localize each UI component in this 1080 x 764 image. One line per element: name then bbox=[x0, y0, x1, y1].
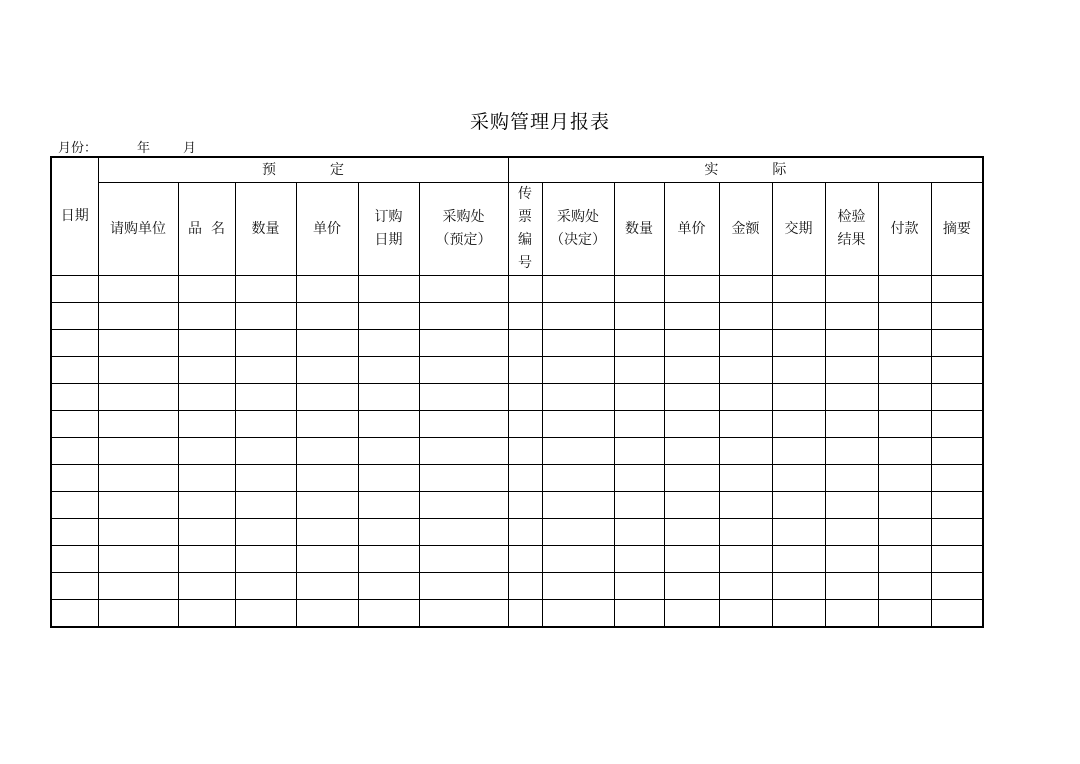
table-cell[interactable] bbox=[931, 600, 983, 628]
header-actual: 实 际 bbox=[508, 157, 983, 183]
table-cell[interactable] bbox=[664, 546, 719, 573]
table-cell[interactable] bbox=[178, 546, 235, 573]
table-cell[interactable] bbox=[296, 330, 358, 357]
table-cell[interactable] bbox=[235, 276, 296, 303]
table-cell[interactable] bbox=[51, 546, 98, 573]
table-cell[interactable] bbox=[878, 600, 931, 628]
table-cell[interactable] bbox=[542, 411, 614, 438]
table-cell[interactable] bbox=[719, 573, 772, 600]
table-cell[interactable] bbox=[719, 411, 772, 438]
table-cell[interactable] bbox=[235, 330, 296, 357]
table-row bbox=[51, 276, 983, 303]
table-cell[interactable] bbox=[878, 573, 931, 600]
table-cell[interactable] bbox=[614, 276, 664, 303]
table-cell[interactable] bbox=[719, 384, 772, 411]
month-unit-label: 月 bbox=[183, 141, 197, 156]
table-cell[interactable] bbox=[419, 519, 508, 546]
table-cell[interactable] bbox=[614, 330, 664, 357]
table-cell[interactable] bbox=[878, 465, 931, 492]
table-cell[interactable] bbox=[98, 303, 178, 330]
table-row bbox=[51, 600, 983, 628]
table-cell[interactable] bbox=[825, 330, 878, 357]
table-cell[interactable] bbox=[51, 303, 98, 330]
header-order-date: 订购 日期 bbox=[358, 183, 419, 276]
table-cell[interactable] bbox=[772, 546, 825, 573]
table-cell[interactable] bbox=[296, 303, 358, 330]
table-cell[interactable] bbox=[98, 519, 178, 546]
table-cell[interactable] bbox=[358, 492, 419, 519]
table-cell[interactable] bbox=[719, 492, 772, 519]
table-cell[interactable] bbox=[542, 573, 614, 600]
month-label: 月份： bbox=[58, 141, 98, 156]
table-cell[interactable] bbox=[878, 276, 931, 303]
table-cell[interactable] bbox=[296, 357, 358, 384]
table-cell[interactable] bbox=[772, 492, 825, 519]
table-cell[interactable] bbox=[825, 519, 878, 546]
table-cell[interactable] bbox=[825, 303, 878, 330]
table-cell[interactable] bbox=[542, 330, 614, 357]
table-cell[interactable] bbox=[419, 411, 508, 438]
table-cell[interactable] bbox=[664, 330, 719, 357]
table-row bbox=[51, 411, 983, 438]
table-cell[interactable] bbox=[419, 546, 508, 573]
table-cell[interactable] bbox=[358, 465, 419, 492]
header-actual-quantity: 数量 bbox=[614, 183, 664, 276]
table-cell[interactable] bbox=[542, 357, 614, 384]
table-cell[interactable] bbox=[51, 438, 98, 465]
report-table bbox=[50, 156, 984, 628]
table-cell[interactable] bbox=[178, 492, 235, 519]
table-cell[interactable] bbox=[296, 519, 358, 546]
table-cell[interactable] bbox=[719, 600, 772, 628]
table-cell[interactable] bbox=[664, 357, 719, 384]
table-cell[interactable] bbox=[419, 276, 508, 303]
table-cell[interactable] bbox=[508, 465, 542, 492]
table-row bbox=[51, 465, 983, 492]
table-cell[interactable] bbox=[614, 465, 664, 492]
table-cell[interactable] bbox=[772, 573, 825, 600]
table-cell[interactable] bbox=[178, 276, 235, 303]
table-cell[interactable] bbox=[719, 465, 772, 492]
table-cell[interactable] bbox=[614, 438, 664, 465]
table-cell[interactable] bbox=[235, 600, 296, 628]
table-cell[interactable] bbox=[51, 573, 98, 600]
table-cell[interactable] bbox=[508, 357, 542, 384]
table-cell[interactable] bbox=[614, 303, 664, 330]
table-cell[interactable] bbox=[772, 357, 825, 384]
table-cell[interactable] bbox=[931, 465, 983, 492]
header-payment: 付款 bbox=[878, 183, 931, 276]
table-cell[interactable] bbox=[178, 573, 235, 600]
table-cell[interactable] bbox=[931, 330, 983, 357]
table-cell[interactable] bbox=[825, 411, 878, 438]
table-cell[interactable] bbox=[508, 600, 542, 628]
table-cell[interactable] bbox=[772, 384, 825, 411]
table-cell[interactable] bbox=[178, 384, 235, 411]
table-cell[interactable] bbox=[825, 546, 878, 573]
table-cell[interactable] bbox=[419, 303, 508, 330]
header-actual-unit-price: 单价 bbox=[664, 183, 719, 276]
table-cell[interactable] bbox=[358, 330, 419, 357]
table-cell[interactable] bbox=[664, 573, 719, 600]
table-cell[interactable] bbox=[719, 330, 772, 357]
table-row bbox=[51, 384, 983, 411]
table-cell[interactable] bbox=[614, 600, 664, 628]
header-voucher-number: 传 票 编 号 bbox=[508, 183, 542, 276]
table-cell[interactable] bbox=[235, 411, 296, 438]
table-row bbox=[51, 330, 983, 357]
table-cell[interactable] bbox=[235, 303, 296, 330]
table-cell[interactable] bbox=[664, 411, 719, 438]
table-cell[interactable] bbox=[614, 573, 664, 600]
header-amount: 金额 bbox=[719, 183, 772, 276]
table-cell[interactable] bbox=[542, 465, 614, 492]
table-cell[interactable] bbox=[931, 438, 983, 465]
table-cell[interactable] bbox=[878, 303, 931, 330]
table-cell[interactable] bbox=[719, 519, 772, 546]
table-cell[interactable] bbox=[508, 330, 542, 357]
table-cell[interactable] bbox=[235, 384, 296, 411]
table-cell[interactable] bbox=[614, 357, 664, 384]
table-cell[interactable] bbox=[664, 438, 719, 465]
table-cell[interactable] bbox=[878, 492, 931, 519]
header-planned: 预 定 bbox=[98, 157, 508, 183]
table-cell[interactable] bbox=[508, 303, 542, 330]
table-cell[interactable] bbox=[931, 303, 983, 330]
table-cell[interactable] bbox=[542, 276, 614, 303]
header-summary: 摘要 bbox=[931, 183, 983, 276]
table-row bbox=[51, 303, 983, 330]
table-cell[interactable] bbox=[296, 384, 358, 411]
table-cell[interactable] bbox=[51, 357, 98, 384]
table-cell[interactable] bbox=[178, 411, 235, 438]
table-cell[interactable] bbox=[296, 546, 358, 573]
table-cell[interactable] bbox=[825, 438, 878, 465]
table-body bbox=[51, 276, 983, 628]
table-cell[interactable] bbox=[542, 438, 614, 465]
table-cell[interactable] bbox=[664, 384, 719, 411]
table-cell[interactable] bbox=[878, 384, 931, 411]
table-cell[interactable] bbox=[178, 330, 235, 357]
table-cell[interactable] bbox=[508, 276, 542, 303]
table-cell[interactable] bbox=[508, 411, 542, 438]
table-cell[interactable] bbox=[719, 438, 772, 465]
table-cell[interactable] bbox=[51, 465, 98, 492]
table-cell[interactable] bbox=[931, 276, 983, 303]
table-cell[interactable] bbox=[98, 492, 178, 519]
table-cell[interactable] bbox=[508, 519, 542, 546]
table-cell[interactable] bbox=[878, 330, 931, 357]
table-cell[interactable] bbox=[772, 600, 825, 628]
table-cell[interactable] bbox=[235, 519, 296, 546]
table-cell[interactable] bbox=[772, 276, 825, 303]
table-cell[interactable] bbox=[178, 600, 235, 628]
table-cell[interactable] bbox=[51, 330, 98, 357]
table-cell[interactable] bbox=[772, 438, 825, 465]
table-cell[interactable] bbox=[419, 573, 508, 600]
header-inspection-result: 检验 结果 bbox=[825, 183, 878, 276]
table-cell[interactable] bbox=[508, 384, 542, 411]
table-cell[interactable] bbox=[296, 573, 358, 600]
table-cell[interactable] bbox=[98, 438, 178, 465]
table-cell[interactable] bbox=[98, 357, 178, 384]
table-cell[interactable] bbox=[664, 492, 719, 519]
table-cell[interactable] bbox=[719, 357, 772, 384]
table-cell[interactable] bbox=[931, 411, 983, 438]
header-planned-quantity: 数量 bbox=[235, 183, 296, 276]
table-cell[interactable] bbox=[51, 384, 98, 411]
table-cell[interactable] bbox=[931, 519, 983, 546]
header-delivery-date: 交期 bbox=[772, 183, 825, 276]
table-cell[interactable] bbox=[772, 519, 825, 546]
table-cell[interactable] bbox=[98, 546, 178, 573]
table-cell[interactable] bbox=[98, 600, 178, 628]
table-cell[interactable] bbox=[931, 357, 983, 384]
table-cell[interactable] bbox=[296, 492, 358, 519]
table-cell[interactable] bbox=[614, 492, 664, 519]
table-cell[interactable] bbox=[931, 573, 983, 600]
report-title: 采购管理月报表 bbox=[469, 111, 610, 133]
table-cell[interactable] bbox=[358, 411, 419, 438]
table-cell[interactable] bbox=[178, 303, 235, 330]
table-cell[interactable] bbox=[542, 492, 614, 519]
table-cell[interactable] bbox=[772, 330, 825, 357]
table-cell[interactable] bbox=[51, 600, 98, 628]
table-cell[interactable] bbox=[358, 303, 419, 330]
table-cell[interactable] bbox=[542, 303, 614, 330]
table-row bbox=[51, 519, 983, 546]
table-cell[interactable] bbox=[296, 438, 358, 465]
table-cell[interactable] bbox=[878, 357, 931, 384]
table-cell[interactable] bbox=[614, 519, 664, 546]
table-cell[interactable] bbox=[358, 357, 419, 384]
table-cell[interactable] bbox=[296, 465, 358, 492]
month-line bbox=[58, 137, 196, 156]
table-cell[interactable] bbox=[878, 519, 931, 546]
table-cell[interactable] bbox=[664, 276, 719, 303]
table-cell[interactable] bbox=[178, 519, 235, 546]
table-cell[interactable] bbox=[296, 600, 358, 628]
table-cell[interactable] bbox=[178, 438, 235, 465]
table-cell[interactable] bbox=[235, 465, 296, 492]
table-cell[interactable] bbox=[614, 411, 664, 438]
table-cell[interactable] bbox=[664, 519, 719, 546]
table-cell[interactable] bbox=[235, 438, 296, 465]
year-label: 年 bbox=[137, 141, 151, 156]
table-cell[interactable] bbox=[358, 600, 419, 628]
table-cell[interactable] bbox=[825, 357, 878, 384]
table-cell[interactable] bbox=[51, 492, 98, 519]
table-cell[interactable] bbox=[719, 303, 772, 330]
table-cell[interactable] bbox=[358, 384, 419, 411]
table-cell[interactable] bbox=[358, 546, 419, 573]
table-cell[interactable] bbox=[719, 546, 772, 573]
table-cell[interactable] bbox=[51, 411, 98, 438]
table-row bbox=[51, 573, 983, 600]
table-cell[interactable] bbox=[825, 384, 878, 411]
table-cell[interactable] bbox=[419, 465, 508, 492]
table-cell[interactable] bbox=[825, 276, 878, 303]
table-cell[interactable] bbox=[508, 492, 542, 519]
table-cell[interactable] bbox=[419, 600, 508, 628]
table-cell[interactable] bbox=[235, 357, 296, 384]
table-cell[interactable] bbox=[178, 465, 235, 492]
table-cell[interactable] bbox=[508, 438, 542, 465]
table-cell[interactable] bbox=[664, 600, 719, 628]
table-cell[interactable] bbox=[358, 276, 419, 303]
table-row bbox=[51, 546, 983, 573]
table-cell[interactable] bbox=[542, 600, 614, 628]
table-cell[interactable] bbox=[931, 492, 983, 519]
header-purchasing-planned: 采购处 （预定） bbox=[419, 183, 508, 276]
table-cell[interactable] bbox=[542, 519, 614, 546]
header-planned-unit-price: 单价 bbox=[296, 183, 358, 276]
table-cell[interactable] bbox=[296, 411, 358, 438]
table-cell[interactable] bbox=[825, 600, 878, 628]
table-cell[interactable] bbox=[235, 546, 296, 573]
table-cell[interactable] bbox=[358, 573, 419, 600]
table-cell[interactable] bbox=[878, 546, 931, 573]
table-cell[interactable] bbox=[419, 492, 508, 519]
table-cell[interactable] bbox=[614, 546, 664, 573]
table-cell[interactable] bbox=[825, 465, 878, 492]
table-cell[interactable] bbox=[878, 438, 931, 465]
table-cell[interactable] bbox=[296, 276, 358, 303]
table-cell[interactable] bbox=[542, 384, 614, 411]
table-cell[interactable] bbox=[51, 276, 98, 303]
header-date: 日期 bbox=[51, 157, 98, 276]
table-cell[interactable] bbox=[178, 357, 235, 384]
header-purchasing-decided: 采购处 （决定） bbox=[542, 183, 614, 276]
table-cell[interactable] bbox=[358, 519, 419, 546]
table-cell[interactable] bbox=[235, 492, 296, 519]
table-cell[interactable] bbox=[508, 573, 542, 600]
table-cell[interactable] bbox=[98, 465, 178, 492]
table-cell[interactable] bbox=[719, 276, 772, 303]
table-cell[interactable] bbox=[931, 384, 983, 411]
table-cell[interactable] bbox=[825, 573, 878, 600]
table-cell[interactable] bbox=[419, 357, 508, 384]
table-cell[interactable] bbox=[931, 546, 983, 573]
table-cell[interactable] bbox=[614, 384, 664, 411]
table-cell[interactable] bbox=[542, 546, 614, 573]
table-cell[interactable] bbox=[772, 303, 825, 330]
table-cell[interactable] bbox=[878, 411, 931, 438]
table-cell[interactable] bbox=[772, 465, 825, 492]
table-cell[interactable] bbox=[419, 384, 508, 411]
table-cell[interactable] bbox=[508, 546, 542, 573]
table-row bbox=[51, 438, 983, 465]
table-cell[interactable] bbox=[664, 303, 719, 330]
table-cell[interactable] bbox=[358, 438, 419, 465]
table-cell[interactable] bbox=[98, 573, 178, 600]
header-item-name: 品 名 bbox=[178, 183, 235, 276]
table-cell[interactable] bbox=[51, 519, 98, 546]
table-cell[interactable] bbox=[98, 411, 178, 438]
header-requesting-unit: 请购单位 bbox=[98, 183, 178, 276]
table-cell[interactable] bbox=[825, 492, 878, 519]
table-cell[interactable] bbox=[98, 276, 178, 303]
table-cell[interactable] bbox=[98, 330, 178, 357]
table-cell[interactable] bbox=[235, 573, 296, 600]
table-cell[interactable] bbox=[772, 411, 825, 438]
table-cell[interactable] bbox=[419, 330, 508, 357]
table-row bbox=[51, 357, 983, 384]
table-cell[interactable] bbox=[664, 465, 719, 492]
table-row bbox=[51, 492, 983, 519]
table-cell[interactable] bbox=[98, 384, 178, 411]
table-cell[interactable] bbox=[419, 438, 508, 465]
